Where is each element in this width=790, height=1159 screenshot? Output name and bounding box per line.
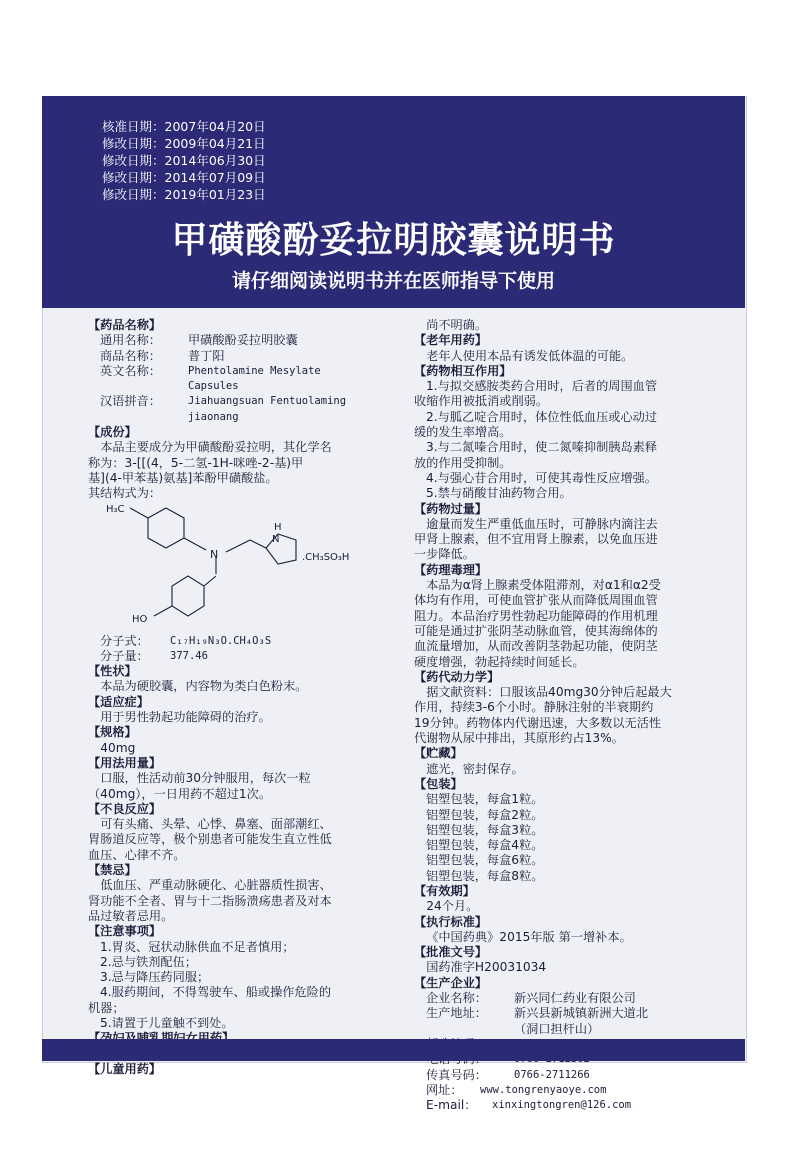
paragraph-line: 本品主要成分为甲磺酸酚妥拉明，其化学名	[100, 440, 332, 455]
molecule-diagram	[88, 502, 398, 634]
field-row: 分子式： C₁₇H₁₉N₃O.CH₄O₃S	[100, 633, 272, 648]
field-row: 通用名称： 甲磺酸酚妥拉明胶囊	[100, 333, 298, 348]
leaflet-header	[42, 96, 745, 308]
field-row: 企业名称： 新兴同仁药业有限公司	[426, 991, 636, 1006]
hydroxyl-label: HO	[132, 613, 148, 625]
right-column: 尚不明确。 【老年用药】 老年人使用本品有诱发低体温的可能。 【药物相互作用】 1.与拟交感胺类药合用时，后者的周围血管 收缩作用被抵消或削弱。 2.与胍乙啶合用时，体位性低血压或心动过 缓的发生率增高。 3.与二氮嗪合用时，使二氮嗪抑制胰岛素释 放的作用受抑制。 4.与强心苷合用时，可使其毒性反应增强。 5.禁与硝酸甘油药物合用。 【药物过量】 逾量而发生严重低血压时，可静脉内滴注去 甲肾上腺素，但不宜用肾上腺素，以免血压进 一步降低。 【药理毒理】 本品为α肾上腺素受体阻滞剂，对α1和α2受 体均有作用，可使血管扩张从而降低周围血管 阻力。本品治疗男性勃起功能障碍的作用机理 可能是通过扩张阴茎动脉血管，使其海绵体的 血流量增加，从而改善阴茎勃起功能，使阴茎 硬度增强，勃起持续时间延长。 【药代动力学】 据文献资料：口服该品40mg30分钟后起最大 作用，持续3-6个小时。静脉注射的半衰期约 19分钟。药物体内代谢迅速，大多数以无活性 代谢物从尿中排出，其原形约占13%。 【贮藏】 遮光，密封保存。 【包装】 铝塑包装，每盒1粒。 铝塑包装，每盒2粒。 铝塑包装，每盒3粒。 铝塑包装，每盒4粒。 铝塑包装，每盒6粒。 铝塑包装，每盒8粒。 【有效期】 24个月。 【执行标准】 《中国药典》2015年版 第一增补本。 【批准文号】 国药准字H20031034 【生产企业】 企业名称： 新兴同仁药业有限公司 生产地址： 新兴县新城镇新洲大道北 （洞口担杆山） 传真号码： 0766-2711266 网址： www.tongrenyaoye.com E-mail： xinxingtongren@126.com	[414, 318, 714, 1113]
package-item: 铝塑包装，每盒2粒。	[426, 807, 544, 822]
paragraph-line: 称为：3-[[(4，5-二氢-1H-咪唑-2-基)甲	[88, 455, 304, 470]
section-heading: 【儿童用药】	[88, 1061, 162, 1076]
field-row: E-mail： xinxingtongren@126.com	[426, 1098, 632, 1113]
ring-n-label: N	[272, 533, 280, 545]
section-heading: 【禁忌】	[88, 863, 137, 878]
field-row: 网址： www.tongrenyaoye.com	[426, 1082, 607, 1097]
section-heading: 【生产企业】	[414, 975, 488, 990]
field-row: Capsules	[188, 380, 239, 393]
field-row: 商品名称： 普丁阳	[100, 348, 225, 363]
date-row: 修改日期：2009年04月21日	[102, 136, 266, 151]
nh-label: H	[274, 521, 282, 533]
methyl-label: H₃C	[106, 503, 125, 515]
section-heading: 【老年用药】	[414, 333, 488, 348]
section-heading: 【药理毒理】	[414, 562, 488, 577]
field-row: 分子量： 377.46	[100, 648, 208, 663]
field-row: 汉语拼音： Jiahuangsuan Fentuolaming	[100, 394, 347, 409]
section-heading: 【规格】	[88, 725, 137, 740]
section-heading: 【药物相互作用】	[414, 363, 512, 378]
paragraph-line: 基](4-甲苯基)氨基]苯酚甲磺酸盐。	[88, 470, 278, 485]
section-heading: 【贮藏】	[414, 746, 463, 761]
date-row: 修改日期：2014年06月30日	[102, 153, 266, 168]
section-heading: 【适应症】	[88, 694, 149, 709]
section-heading: 【成份】	[88, 425, 137, 440]
date-row: 修改日期：2014年07月09日	[102, 170, 266, 185]
structural-formula	[88, 502, 403, 634]
package-item: 铝塑包装，每盒4粒。	[426, 838, 544, 853]
section-heading: 【药品名称】	[88, 318, 162, 332]
section-heading: 【执行标准】	[414, 914, 488, 929]
footer-bar	[42, 1039, 745, 1061]
section-heading: 【用法用量】	[88, 755, 162, 770]
document-title: 甲磺酸酚妥拉明胶囊说明书	[171, 220, 616, 261]
field-row: 英文名称： Phentolamine Mesylate	[100, 363, 321, 378]
section-heading: 【药代动力学】	[414, 669, 500, 684]
field-row: （洞口担杆山）	[514, 1021, 600, 1036]
field-row: jiaonang	[188, 410, 239, 423]
package-item: 铝塑包装，每盒8粒。	[426, 868, 544, 883]
section-heading: 【不良反应】	[88, 801, 162, 816]
date-row: 修改日期：2019年01月23日	[102, 187, 266, 202]
package-item: 铝塑包装，每盒3粒。	[426, 822, 544, 837]
date-row: 核准日期：2007年04月20日	[102, 119, 266, 134]
salt-label: .CH₃SO₃H	[302, 551, 350, 563]
section-heading: 【有效期】	[414, 883, 475, 898]
revision-dates	[102, 118, 266, 203]
package-item: 铝塑包装，每盒6粒。	[426, 853, 544, 868]
section-heading: 【注意事项】	[88, 924, 162, 939]
document-subtitle: 请仔细阅读说明书并在医师指导下使用	[231, 270, 555, 292]
amine-n-label: N	[210, 547, 219, 561]
section-heading: 【批准文号】	[414, 945, 488, 960]
field-row: 传真号码： 0766-2711266	[426, 1067, 590, 1082]
package-item: 铝塑包装，每盒1粒。	[426, 792, 544, 807]
section-heading: 【包装】	[414, 776, 463, 791]
field-row: 生产地址： 新兴县新城镇新洲大道北	[426, 1006, 649, 1021]
section-heading: 【性状】	[88, 664, 137, 679]
paragraph-line: 其结构式为：	[88, 486, 162, 501]
left-column: 【药品名称】 通用名称： 甲磺酸酚妥拉明胶囊 商品名称： 普丁阳 英文名称： Phentolamine Mesylate Capsules 汉语拼音： Jiahuangsuan Fentuolaming jiaonang 【成份】 本品主要成分为甲磺酸酚妥拉明，其化学名 称为：3-[[(4，5-二氢-1H-咪唑-2-基)甲 基](4-甲苯基)氨基]苯酚甲磺酸盐。 其结构式为： H₃C N H N .CH₃SO₃H HO 分子式： C₁₇H₁₉N₃O.CH₄O₃S 分子量： 377.46 【性状】 本品为硬胶囊，内容物为类白色粉末。 【适应症】 用于男性勃起功能障碍的治疗。 【规格】 40mg 【用法用量】 口服，性活动前30分钟服用，每次一粒 （40mg），一日用药不超过1次。 【不良反应】 可有头痛、头晕、心悸、鼻塞、面部潮红、 胃肠道反应等，极个别患者可能发生直立性低 血压、心律不齐。 【禁忌】 低血压、严重动脉硬化、心脏器质性损害、 肾功能不全者、胃与十二指肠溃疡患者及对本 品过敏者忌用。 【注意事项】 1.胃炎、冠状动脉供血不足者慎用； 2.忌与铁剂配伍； 3.忌与降压药同服； 4.服药期间，不得驾驶车、船或操作危险的 机器； 5.请置于儿童触不到处。 【儿童用药】	[88, 318, 403, 1077]
section-heading: 【药物过量】	[414, 501, 488, 516]
